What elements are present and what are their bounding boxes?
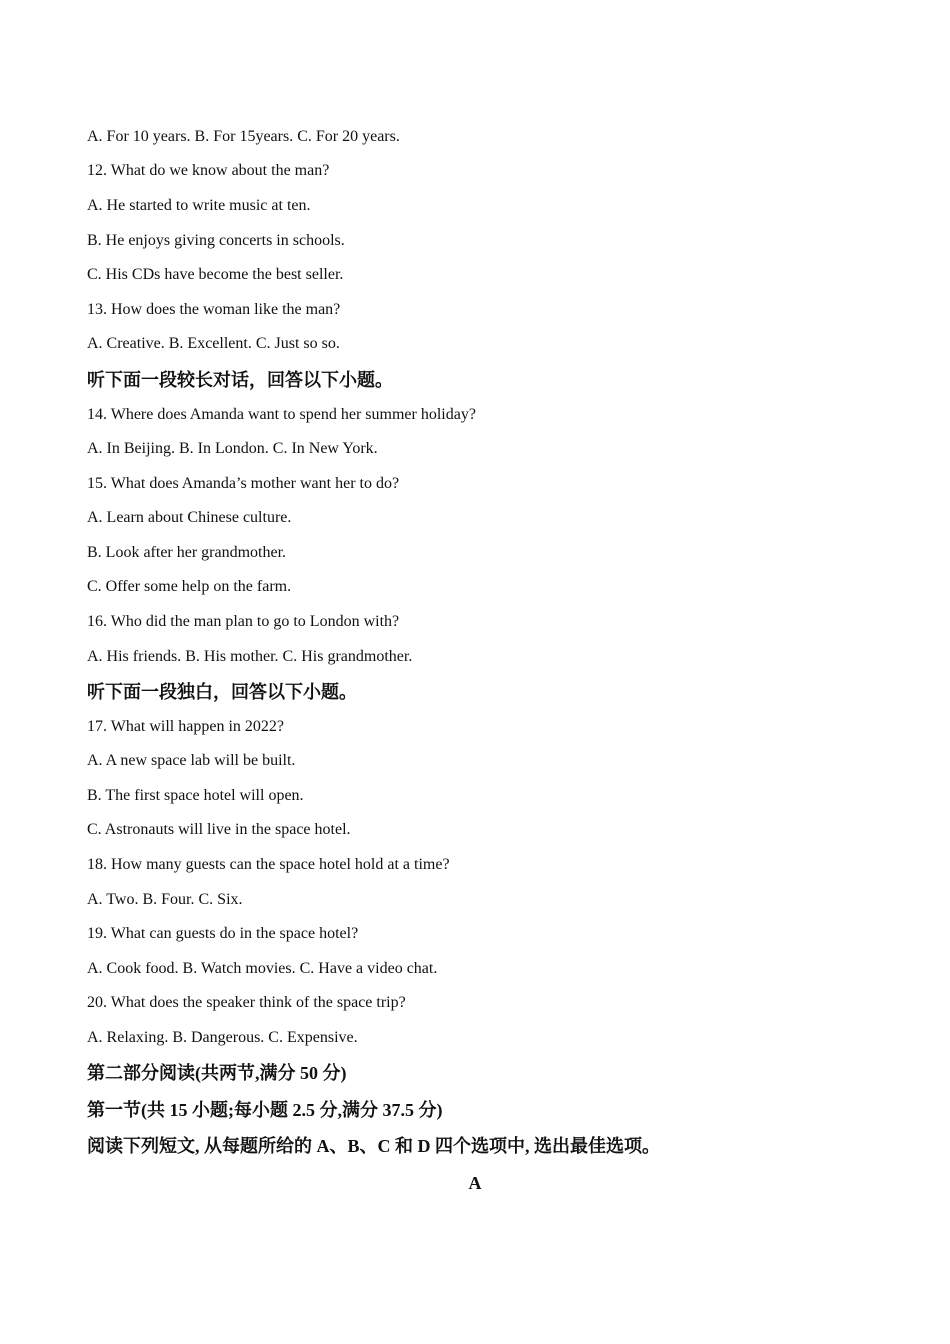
q18-options: A. Two. B. Four. C. Six. bbox=[87, 891, 243, 908]
q18-question: 18. How many guests can the space hotel hold at a time? bbox=[87, 856, 450, 873]
reading-instructions: 阅读下列短文, 从每题所给的 A、B、C 和 D 四个选项中, 选出最佳选项。 bbox=[87, 1136, 660, 1156]
dialogue-heading: 听下面一段较长对话，回答以下小题。 bbox=[87, 370, 393, 390]
q12-option-b: B. He enjoys giving concerts in schools. bbox=[87, 232, 345, 249]
q16-options: A. His friends. B. His mother. C. His grandmother. bbox=[87, 648, 413, 665]
q11-options: A. For 10 years. B. For 15years. C. For 20 years. bbox=[87, 128, 400, 145]
q15-option-b: B. Look after her grandmother. bbox=[87, 544, 287, 561]
q12-option-c: C. His CDs have become the best seller. bbox=[87, 266, 344, 283]
q20-options: A. Relaxing. B. Dangerous. C. Expensive. bbox=[87, 1029, 358, 1046]
q14-question: 14. Where does Amanda want to spend her summer holiday? bbox=[87, 406, 476, 423]
q16-question: 16. Who did the man plan to go to London with? bbox=[87, 613, 400, 630]
q13-question: 13. How does the woman like the man? bbox=[87, 301, 341, 318]
q13-options: A. Creative. B. Excellent. C. Just so so. bbox=[87, 335, 340, 352]
q15-option-c: C. Offer some help on the farm. bbox=[87, 578, 292, 595]
q20-question: 20. What does the speaker think of the space trip? bbox=[87, 994, 406, 1011]
q14-options: A. In Beijing. B. In London. C. In New York. bbox=[87, 440, 378, 457]
section-one-heading: 第一节(共 15 小题;每小题 2.5 分,满分 37.5 分) bbox=[87, 1100, 443, 1120]
passage-a-title: A bbox=[468, 1173, 482, 1193]
q17-option-b: B. The first space hotel will open. bbox=[87, 787, 304, 804]
q12-question: 12. What do we know about the man? bbox=[87, 162, 330, 179]
q17-option-a: A. A new space lab will be built. bbox=[87, 752, 296, 769]
monologue-heading: 听下面一段独白，回答以下小题。 bbox=[87, 682, 357, 702]
q17-question: 17. What will happen in 2022? bbox=[87, 718, 284, 735]
q19-question: 19. What can guests do in the space hotel? bbox=[87, 925, 359, 942]
q15-option-a: A. Learn about Chinese culture. bbox=[87, 509, 292, 526]
q19-options: A. Cook food. B. Watch movies. C. Have a video chat. bbox=[87, 960, 438, 977]
q17-option-c: C. Astronauts will live in the space hotel. bbox=[87, 821, 351, 838]
q15-question: 15. What does Amanda’s mother want her to do? bbox=[87, 475, 400, 492]
part-two-heading: 第二部分阅读(共两节,满分 50 分) bbox=[87, 1063, 347, 1083]
q12-option-a: A. He started to write music at ten. bbox=[87, 197, 311, 214]
